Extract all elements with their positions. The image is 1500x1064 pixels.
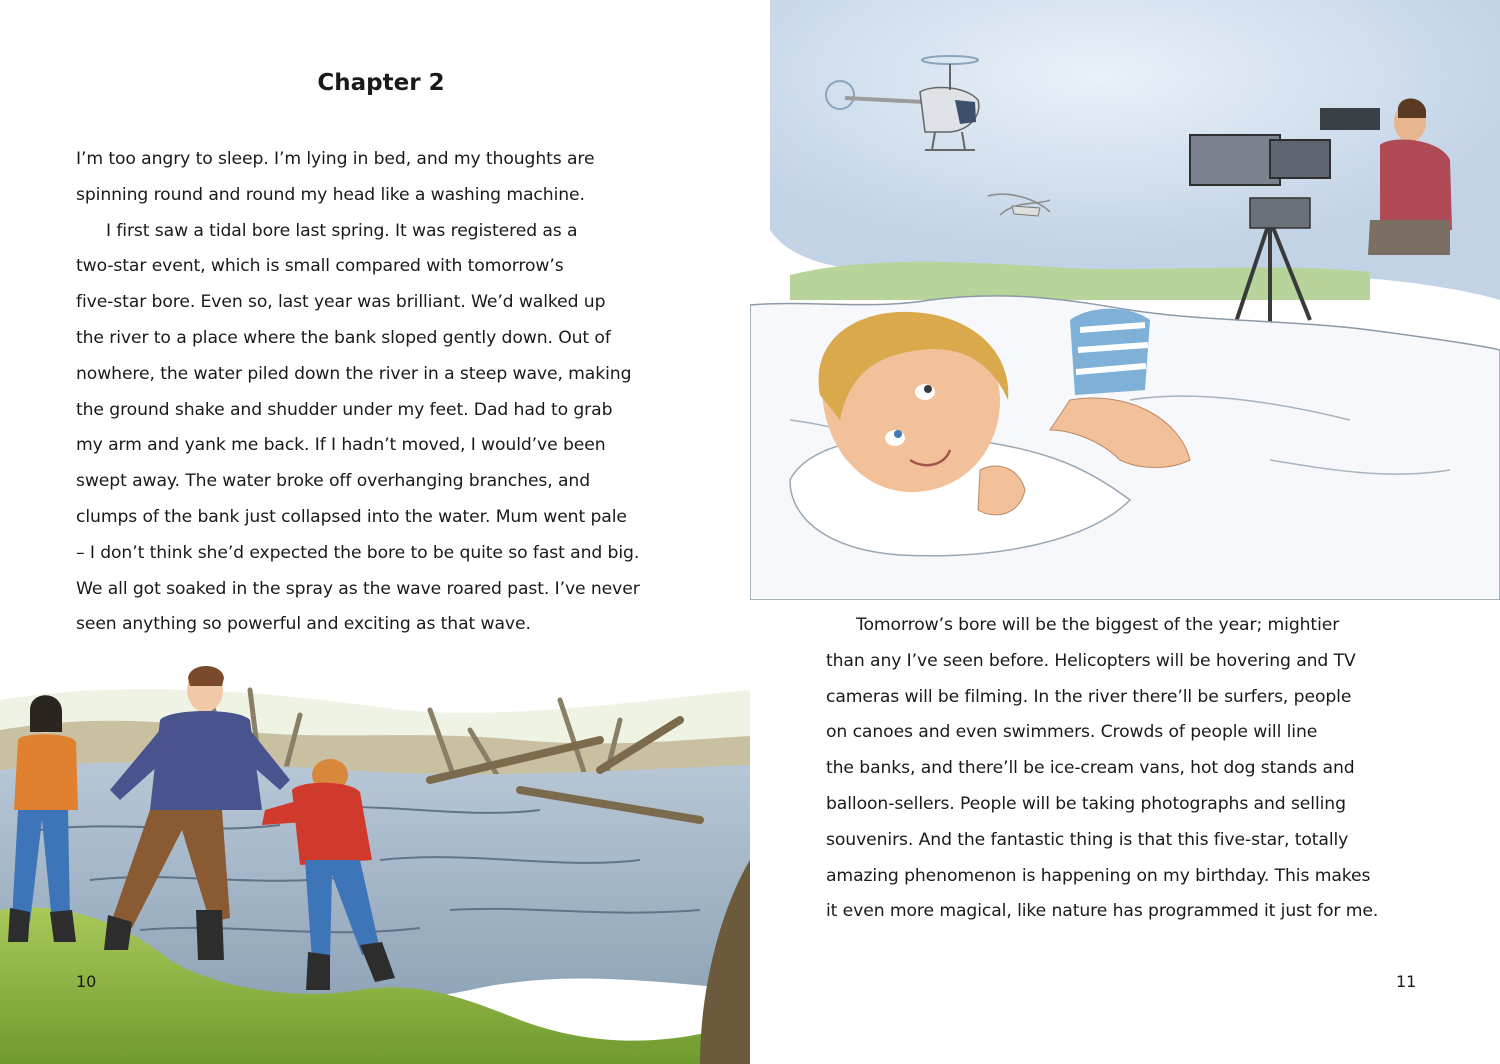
text-line: clumps of the bank just collapsed into the water. Mum went pale (76, 506, 627, 527)
river-bore-illustration (0, 660, 750, 1064)
text-line: my arm and yank me back. If I hadn’t moved, I would’ve been (76, 435, 606, 456)
text-line: the river to a place where the bank sloped gently down. Out of (76, 327, 611, 348)
page-number: 10 (76, 972, 97, 991)
page-number: 11 (1396, 972, 1417, 991)
right-page (750, 0, 1500, 1064)
text-line: spinning round and round my head like a washing machine. (76, 184, 585, 205)
text-line: seen anything so powerful and exciting as that wave. (76, 614, 531, 635)
text-line: Tomorrow’s bore will be the biggest of the year; mightier (856, 615, 1340, 635)
text-line: on canoes and even swimmers. Crowds of people will line (826, 722, 1318, 743)
text-line: two-star event, which is small compared with tomorrow’s (76, 256, 564, 277)
right-body-text (826, 608, 1378, 930)
text-line: it even more magical, like nature has programmed it just for me. (826, 901, 1379, 922)
text-line: the banks, and there’ll be ice-cream vans, hot dog stands and (826, 758, 1355, 779)
text-line: We all got soaked in the spray as the wave roared past. I’ve never (76, 578, 640, 599)
left-body-text (76, 142, 640, 643)
text-line: cameras will be filming. In the river there’ll be surfers, people (826, 686, 1352, 707)
text-line: I first saw a tidal bore last spring. It was registered as a (106, 220, 578, 241)
text-line: balloon-sellers. People will be taking photographs and selling (826, 793, 1346, 814)
text-line: than any I’ve seen before. Helicopters will be hovering and TV (826, 650, 1356, 671)
dream-illustration (750, 0, 1500, 600)
text-line: nowhere, the water piled down the river in a steep wave, making (76, 363, 632, 384)
text-line: souvenirs. And the fantastic thing is that this five-star, totally (826, 829, 1349, 850)
text-line: amazing phenomenon is happening on my birthday. This makes (826, 865, 1371, 886)
text-line: the ground shake and shudder under my feet. Dad had to grab (76, 399, 613, 420)
text-line: I’m too angry to sleep. I’m lying in bed, and my thoughts are (76, 149, 595, 169)
chapter-title: Chapter 2 (317, 70, 445, 96)
text-line: – I don’t think she’d expected the bore to be quite so fast and big. (76, 542, 640, 563)
text-line: swept away. The water broke off overhanging branches, and (76, 471, 591, 492)
text-line: five-star bore. Even so, last year was brilliant. We’d walked up (76, 292, 606, 313)
